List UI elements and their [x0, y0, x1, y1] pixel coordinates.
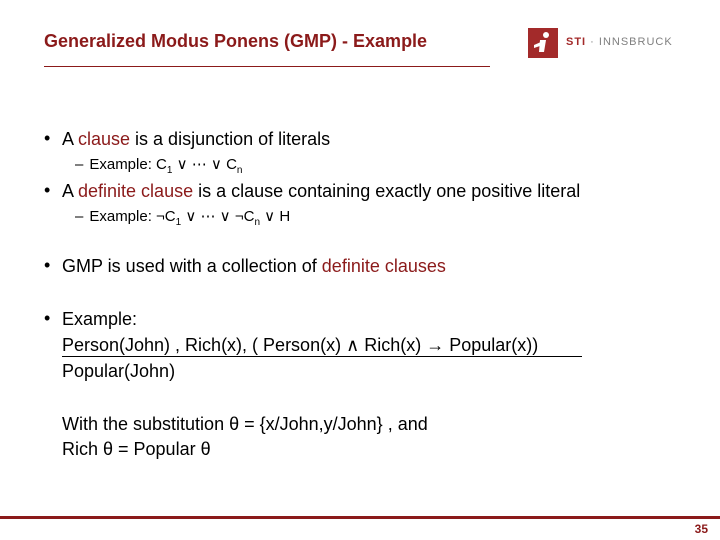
- text: A: [62, 129, 79, 149]
- sub-bullet-clause-example: [75, 155, 242, 176]
- bullet-clause-definition: [62, 129, 330, 150]
- subscript: 1: [166, 165, 173, 176]
- term-definite-clause: definite clause: [78, 181, 194, 201]
- term-clause: clause: [78, 129, 131, 149]
- text: Example: ¬C: [89, 208, 176, 225]
- bullet-marker: •: [44, 180, 51, 200]
- substitution-text: With the substitution θ = {x/John,y/John} , and: [62, 414, 428, 434]
- logo-sti: STI: [566, 36, 587, 48]
- bullet-gmp-usage: [62, 256, 446, 277]
- text: A: [62, 181, 79, 201]
- substitution-equality: Rich θ = Popular θ: [62, 439, 211, 459]
- text: is a clause containing exactly one positive literal: [193, 181, 581, 201]
- gmp-conclusion: Popular(John): [62, 361, 176, 381]
- subscript: n: [254, 217, 260, 228]
- title-underline: [44, 66, 490, 67]
- dash-marker: –: [75, 156, 84, 173]
- text: ∨ H: [260, 208, 291, 225]
- page-number: 35: [694, 522, 708, 536]
- logo-mark-icon: [528, 28, 558, 58]
- logo-text: [566, 36, 673, 48]
- text: ∨ ⋯ ∨ ¬C: [181, 208, 255, 225]
- bullet-marker: •: [44, 308, 51, 328]
- bullet-marker: •: [44, 255, 51, 275]
- text: ∨ ⋯ ∨ C: [172, 156, 237, 173]
- subscript: 1: [175, 217, 182, 228]
- logo-innsbruck: INNSBRUCK: [598, 36, 673, 48]
- text: Example:: [89, 156, 157, 173]
- bullet-definite-clause-definition: [62, 181, 580, 202]
- dash-marker: –: [75, 208, 84, 225]
- inference-line: [62, 356, 582, 357]
- subscript: n: [236, 165, 243, 176]
- slide-title: Generalized Modus Ponens (GMP) - Example: [44, 31, 428, 51]
- text: GMP is used with a collection of: [62, 256, 322, 276]
- sub-bullet-definite-example: [75, 207, 290, 228]
- gmp-premise: Person(John) , Rich(x), ( Person(x) ∧ Rich(x) → Popular(x)): [62, 335, 539, 355]
- bullet-marker: •: [44, 128, 51, 148]
- footer-rule: [0, 516, 720, 519]
- sti-logo: [528, 28, 688, 58]
- text: is a disjunction of literals: [130, 129, 331, 149]
- text: C: [156, 156, 167, 173]
- bullet-example-label: Example:: [62, 309, 138, 329]
- logo-separator: ·: [586, 36, 599, 48]
- term-definite-clauses: definite clauses: [321, 256, 446, 276]
